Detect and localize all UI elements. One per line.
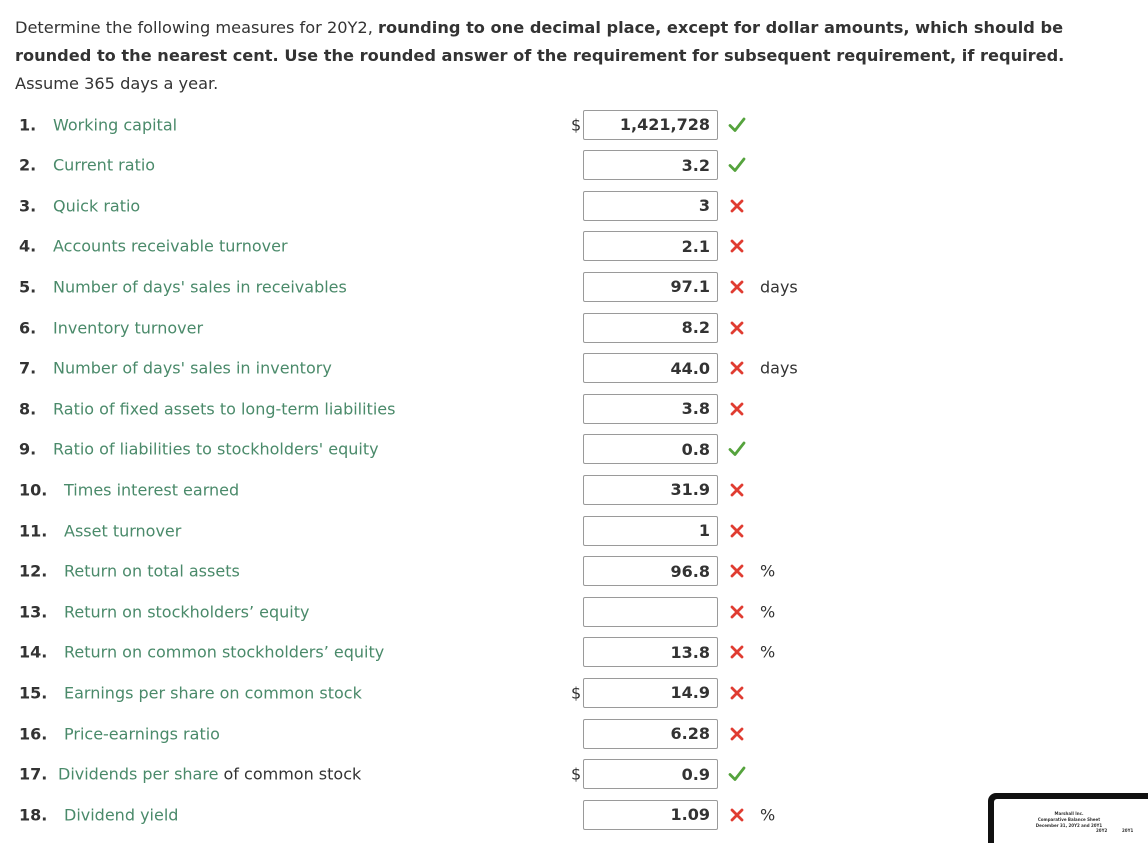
- measure-number: 14.: [19, 642, 48, 662]
- measure-number: 5.: [19, 277, 37, 297]
- cross-icon: [728, 603, 746, 621]
- measure-label: [58, 765, 361, 784]
- cross-icon: [728, 725, 746, 743]
- measure-label: [64, 521, 181, 540]
- measure-label: [53, 399, 395, 418]
- dollar-sign: $: [571, 764, 582, 784]
- measure-row: [0, 632, 1132, 672]
- measure-label: [64, 562, 240, 581]
- check-icon: [728, 116, 746, 134]
- measure-number: 11.: [19, 521, 48, 540]
- measure-number: 10.: [19, 480, 48, 500]
- measure-label-text: Accounts receivable turnover: [53, 236, 288, 256]
- cross-icon: [728, 359, 746, 377]
- answer-input[interactable]: [583, 556, 718, 586]
- measure-label: [64, 602, 309, 621]
- answer-input[interactable]: [583, 637, 718, 667]
- measure-number: 7.: [19, 358, 37, 378]
- measure-row: [0, 267, 1132, 307]
- measure-row: [0, 389, 1132, 429]
- measure-label-text: Ratio of fixed assets to long-term liabilities: [53, 399, 396, 419]
- measure-row: [0, 308, 1132, 348]
- measure-label: [53, 318, 203, 337]
- measure-label-text: Price-earnings ratio: [64, 724, 220, 743]
- cross-icon: [728, 237, 746, 255]
- measure-label: [64, 643, 384, 662]
- measure-label: [53, 115, 177, 134]
- measure-label: [53, 237, 288, 256]
- measure-label-text: Number of days' sales in receivables: [53, 277, 347, 297]
- unit-label: days: [760, 358, 798, 378]
- answer-input[interactable]: [583, 759, 718, 789]
- cross-icon: [728, 481, 746, 499]
- measure-number: 15.: [19, 683, 48, 703]
- measure-label: [64, 805, 178, 824]
- check-icon: [728, 156, 746, 174]
- answer-input[interactable]: [583, 272, 718, 302]
- instructions-text: Determine the following measures for 20Y2,: [15, 18, 379, 37]
- measure-label-text: Working capital: [53, 115, 178, 134]
- instructions-bold-text: rounding to one decimal place, except for dollar amounts, which should be rounded to the nearest cent. Use the rounded answer of the requirement for subsequent requirement, if required.: [15, 18, 1065, 65]
- unit-label: %: [760, 561, 776, 581]
- measure-row: [0, 470, 1132, 510]
- measure-row: [0, 511, 1132, 551]
- measure-label: [53, 277, 347, 296]
- unit-label: %: [760, 602, 776, 622]
- measure-row: [0, 592, 1132, 632]
- measure-label-text: Dividends per share: [58, 764, 219, 784]
- thumbnail-company: Marshall Inc.: [1054, 811, 1084, 816]
- measure-number: 9.: [19, 439, 37, 459]
- measure-number: 3.: [19, 196, 37, 216]
- measure-row: [0, 754, 1132, 794]
- measure-label-text: Inventory turnover: [53, 318, 204, 337]
- measure-label-suffix: of common stock: [218, 764, 362, 784]
- answer-input[interactable]: [583, 231, 718, 261]
- measure-label-text: Return on stockholders’ equity: [64, 602, 310, 622]
- reference-thumbnail[interactable]: [988, 793, 1148, 843]
- answer-input[interactable]: [583, 719, 718, 749]
- answer-input[interactable]: [583, 475, 718, 505]
- cross-icon: [728, 562, 746, 580]
- measure-number: 4.: [19, 236, 37, 256]
- measure-number: 16.: [19, 724, 48, 743]
- measure-number: 12.: [19, 561, 48, 581]
- answer-input[interactable]: [583, 110, 718, 140]
- unit-label: days: [760, 277, 798, 297]
- measure-row: [0, 673, 1132, 713]
- measure-label: [53, 196, 140, 215]
- measure-number: 1.: [19, 115, 37, 134]
- answer-input[interactable]: [583, 800, 718, 830]
- measure-label: [53, 440, 379, 459]
- thumbnail-col-20Y1: 20Y1: [1122, 828, 1134, 833]
- cross-icon: [728, 643, 746, 661]
- measure-label-text: Ratio of liabilities to stockholders' equity: [53, 439, 379, 459]
- measure-row: [0, 226, 1132, 266]
- answer-input[interactable]: [583, 597, 718, 627]
- measure-number: 6.: [19, 318, 37, 337]
- cross-icon: [728, 278, 746, 296]
- check-icon: [728, 440, 746, 458]
- unit-label: %: [760, 642, 776, 662]
- measure-label-text: Return on total assets: [64, 561, 240, 581]
- answer-input[interactable]: [583, 434, 718, 464]
- answer-input[interactable]: [583, 313, 718, 343]
- cross-icon: [728, 400, 746, 418]
- answer-input[interactable]: [583, 678, 718, 708]
- measure-row: [0, 714, 1132, 754]
- measure-number: 2.: [19, 155, 37, 175]
- measure-label-text: Earnings per share on common stock: [64, 683, 362, 703]
- measure-number: 18.: [19, 805, 48, 825]
- measure-row: [0, 551, 1132, 591]
- measure-label-text: Current ratio: [53, 155, 156, 175]
- measure-label: [64, 683, 362, 702]
- measure-label-text: Asset turnover: [64, 521, 182, 540]
- answer-input[interactable]: [583, 516, 718, 546]
- measure-label-text: Dividend yield: [64, 805, 179, 825]
- measure-label: [64, 480, 239, 499]
- answer-input[interactable]: [583, 191, 718, 221]
- unit-label: %: [760, 805, 776, 825]
- check-icon: [728, 765, 746, 783]
- measure-row: [0, 348, 1132, 388]
- cross-icon: [728, 806, 746, 824]
- cross-icon: [728, 522, 746, 540]
- answer-input[interactable]: [583, 353, 718, 383]
- measure-row: [0, 186, 1132, 226]
- cross-icon: [728, 684, 746, 702]
- measure-row: [0, 105, 1132, 145]
- measure-label: [53, 156, 155, 175]
- measure-row: [0, 795, 1132, 835]
- answer-input[interactable]: [583, 150, 718, 180]
- instructions-text-end: Assume 365 days a year.: [15, 74, 219, 93]
- measure-row: [0, 145, 1132, 185]
- dollar-sign: $: [571, 115, 582, 134]
- measure-number: 13.: [19, 602, 48, 622]
- measure-number: 17.: [19, 764, 48, 784]
- thumbnail-date: December 31, 20Y2 and 20Y1: [1035, 823, 1103, 828]
- dollar-sign: $: [571, 683, 582, 703]
- cross-icon: [728, 319, 746, 337]
- measure-row: [0, 429, 1132, 469]
- answer-input[interactable]: [583, 394, 718, 424]
- measure-label: [53, 359, 332, 378]
- cross-icon: [728, 197, 746, 215]
- instructions: [15, 14, 1129, 98]
- measure-label-text: Return on common stockholders’ equity: [64, 642, 385, 662]
- measure-label: [64, 724, 220, 743]
- measure-label-text: Quick ratio: [53, 196, 141, 216]
- thumbnail-title: Comparative Balance Sheet: [1037, 817, 1101, 822]
- measure-number: 8.: [19, 399, 37, 419]
- measure-label-text: Times interest earned: [64, 480, 240, 500]
- thumbnail-col-20Y2: 20Y2: [1096, 828, 1108, 833]
- thumbnail-screen: [994, 799, 1148, 843]
- measure-label-text: Number of days' sales in inventory: [53, 358, 332, 378]
